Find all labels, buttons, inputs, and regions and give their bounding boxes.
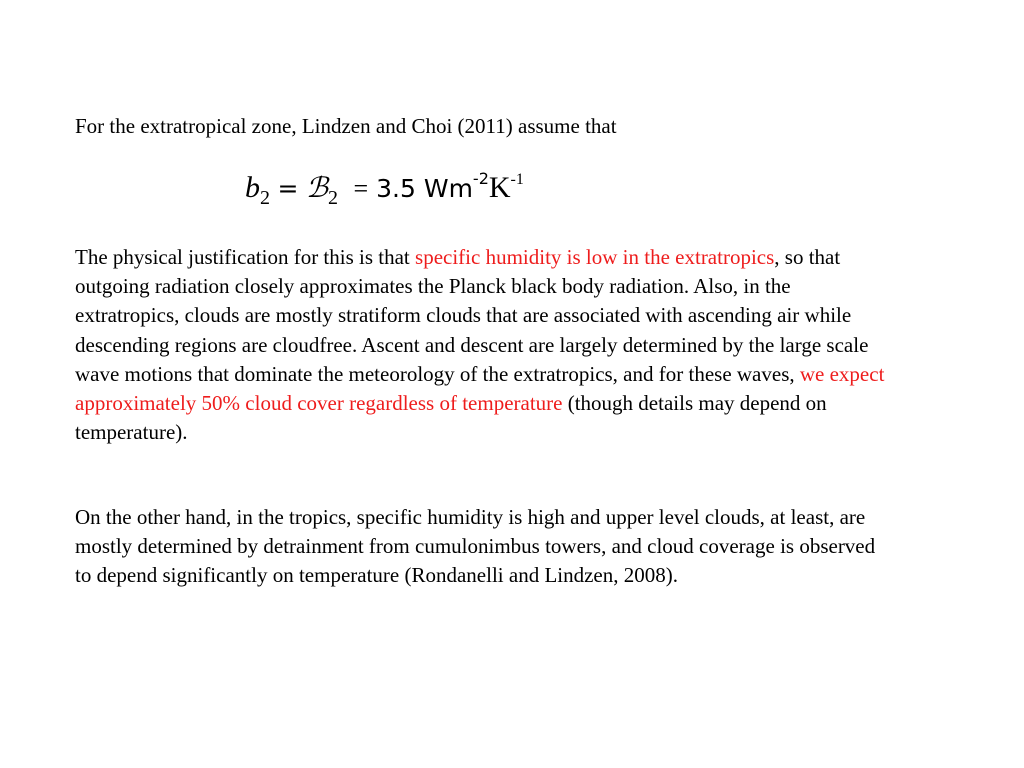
equation — [245, 166, 524, 210]
equation-script-b-subscript: 2 — [327, 187, 338, 209]
highlight-specific-humidity: specific humidity is low in the extratropics — [415, 245, 775, 269]
paragraph-1-text-3: (though details may depend on temperature). — [75, 391, 827, 445]
paragraph-extratropics — [75, 243, 895, 447]
paragraph-tropics: On the other hand, in the tropics, specific humidity is high and upper level clouds, at least, are mostly determined by detrainment from cumulonimbus towers, and cloud coverage is observed to depend significantly on temperature (Rondanelli and Lindzen, 2008). — [75, 505, 876, 588]
equation-b-symbol: b — [245, 171, 260, 204]
equation-k-exponent: -1 — [510, 171, 524, 188]
paragraph-1-text-2: , so that outgoing radiation closely approximates the Planck black body radiation. Also, in the extratropics, clouds are mostly stratiform clouds that are associated with ascending air while descending regions are cloudfree. Ascent and descent are largely determined by the large scale wave motions that dominate the meteorology of the extratropics, and for these waves, — [75, 245, 869, 386]
equation-m-exponent: -2 — [472, 169, 489, 188]
equation-kelvin-unit: K — [488, 171, 511, 204]
intro-text: For the extratropical zone, Lindzen and Choi (2011) assume that — [75, 114, 617, 138]
equation-value: 3.5 Wm — [376, 174, 473, 203]
paragraph-1-text-1: The physical justification for this is that — [75, 245, 416, 269]
equation-equals-sign-2: = — [353, 174, 369, 203]
equation-script-b-symbol: ℬ — [305, 171, 328, 204]
highlight-cloud-cover: we expect approximately 50% cloud cover regardless of temperature — [75, 361, 885, 416]
equation-b-subscript: 2 — [260, 187, 270, 209]
equation-equals-sign: = — [277, 174, 299, 203]
